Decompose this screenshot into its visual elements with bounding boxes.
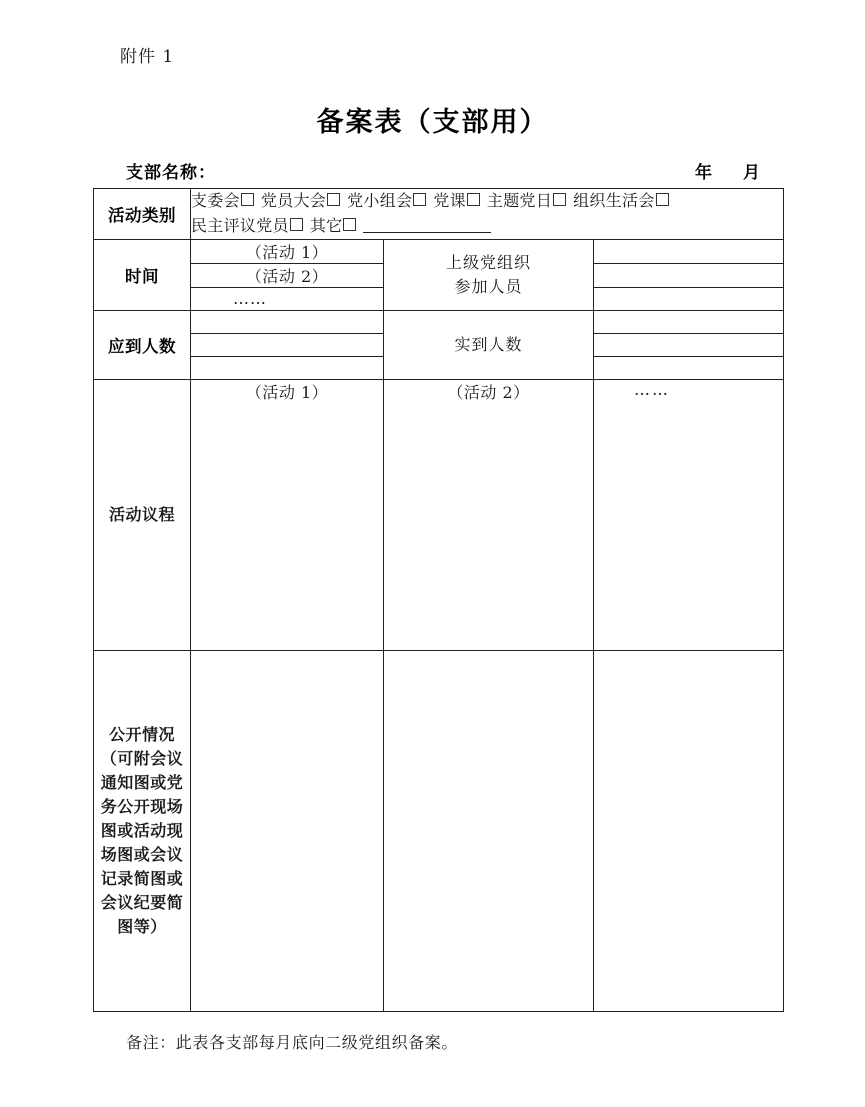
upper-org-value-3[interactable] xyxy=(594,287,784,310)
upper-org-label-line-2: 参加人员 xyxy=(454,276,523,296)
agenda-column-activity-2[interactable] xyxy=(384,379,594,650)
option-label-zhutidangri: 主题党日 xyxy=(486,191,553,210)
time-value-activity-1[interactable] xyxy=(191,239,384,263)
option-label-dangxiaozuhui: 党小组会 xyxy=(347,191,413,210)
option-label-zhiweihui: 支委会 xyxy=(191,191,240,210)
upper-org-label xyxy=(384,239,594,310)
expected-count-label: 应到人数 xyxy=(94,310,191,379)
agenda-column-more[interactable] xyxy=(594,379,784,650)
agenda-col-2-tag: （活动 2） xyxy=(447,382,530,402)
expected-count-value-1[interactable] xyxy=(191,310,384,333)
activity-type-label: 活动类别 xyxy=(94,189,191,240)
agenda-label: 活动议程 xyxy=(94,379,191,650)
agenda-col-1-tag: （活动 1） xyxy=(245,382,329,402)
option-label-minzhupingyi: 民主评议党员 xyxy=(191,215,289,235)
option-label-zuzhishenghuohui: 组织生活会 xyxy=(573,191,655,210)
branch-name-label: 支部名称： xyxy=(126,163,216,183)
checkbox-zhiweihui[interactable] xyxy=(241,193,254,206)
record-form-table xyxy=(93,188,784,1012)
checkbox-zhutidangri[interactable] xyxy=(553,193,566,206)
actual-count-label: 实到人数 xyxy=(384,310,594,379)
actual-count-value-3[interactable] xyxy=(594,356,784,379)
other-text-input[interactable] xyxy=(363,217,491,233)
time-value-activity-more[interactable] xyxy=(191,287,384,310)
upper-org-label-line-1: 上级党组织 xyxy=(445,252,531,272)
agenda-column-activity-1[interactable] xyxy=(191,379,384,650)
time-activity-1-tag: （活动 1） xyxy=(245,242,329,262)
checkbox-dangke[interactable] xyxy=(467,193,480,206)
disclosure-label: 公开情况（可附会议通知图或党务公开现场图或活动现场图或会议记录简图或会议纪要简图等） xyxy=(94,650,191,1011)
footnote: 备注：此表各支部每月底向二级党组织备案。 xyxy=(126,1033,459,1052)
upper-org-value-1[interactable] xyxy=(594,239,784,263)
activity-type-line-2 xyxy=(191,216,491,235)
option-label-qita: 其它 xyxy=(309,215,343,235)
checkbox-minzhupingyi[interactable] xyxy=(290,218,303,231)
time-activity-more-tag: …… xyxy=(233,289,267,309)
expected-count-value-2[interactable] xyxy=(191,333,384,356)
attachment-label: 附件 1 xyxy=(120,47,175,67)
year-label: 年 xyxy=(695,163,713,183)
option-label-dangke: 党课 xyxy=(433,191,466,210)
disclosure-cell-1[interactable] xyxy=(191,650,384,1011)
month-label: 月 xyxy=(743,163,761,183)
subheader-row xyxy=(93,158,783,184)
actual-count-value-1[interactable] xyxy=(594,310,784,333)
time-label: 时间 xyxy=(94,239,191,310)
checkbox-qita[interactable] xyxy=(343,218,356,231)
checkbox-zuzhishenghuohui[interactable] xyxy=(656,193,669,206)
disclosure-cell-3[interactable] xyxy=(594,650,784,1011)
expected-count-value-3[interactable] xyxy=(191,356,384,379)
table-row-count-1 xyxy=(94,310,784,333)
table-row-activity-type xyxy=(94,189,784,240)
actual-count-value-2[interactable] xyxy=(594,333,784,356)
activity-type-line-1 xyxy=(191,191,669,210)
page-title: 备案表（支部用） xyxy=(316,107,549,138)
table-row-disclosure xyxy=(94,650,784,1011)
time-value-activity-2[interactable] xyxy=(191,263,384,287)
checkbox-dangxiaozuhui[interactable] xyxy=(413,193,426,206)
activity-type-options xyxy=(191,189,784,240)
checkbox-dangyuandahui[interactable] xyxy=(327,193,340,206)
disclosure-cell-2[interactable] xyxy=(384,650,594,1011)
upper-org-value-2[interactable] xyxy=(594,263,784,287)
date-labels xyxy=(695,158,761,183)
table-row-time-1 xyxy=(94,239,784,263)
time-activity-2-tag: （活动 2） xyxy=(245,266,329,286)
option-label-dangyuandahui: 党员大会 xyxy=(260,191,327,210)
table-row-agenda xyxy=(94,379,784,650)
agenda-col-more-tag: …… xyxy=(634,379,670,399)
